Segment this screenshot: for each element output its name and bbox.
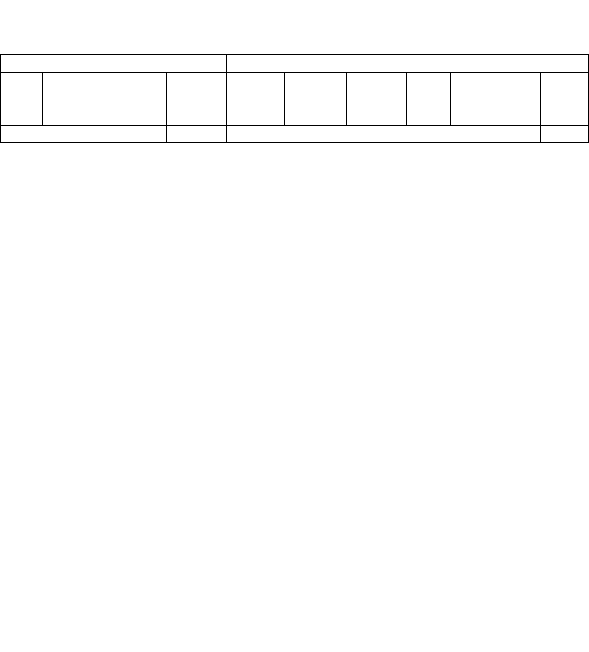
header-amount [167, 73, 227, 126]
header-name-3 [451, 73, 541, 126]
header-code-2 [227, 73, 285, 126]
public-section-header [227, 55, 589, 73]
header-code-3 [407, 73, 451, 126]
header-amount-2 [347, 73, 407, 126]
expenditure-table [0, 54, 589, 143]
header-code [1, 73, 43, 126]
column-header-row [1, 73, 589, 126]
header-amount-3 [541, 73, 589, 126]
personnel-total-label [1, 126, 167, 143]
totals-row [1, 126, 589, 143]
header-name-2 [285, 73, 347, 126]
personnel-total-value [167, 126, 227, 143]
section-header-row [1, 55, 589, 73]
public-total-value [541, 126, 589, 143]
personnel-section-header [1, 55, 227, 73]
public-total-label [227, 126, 541, 143]
header-name [43, 73, 167, 126]
